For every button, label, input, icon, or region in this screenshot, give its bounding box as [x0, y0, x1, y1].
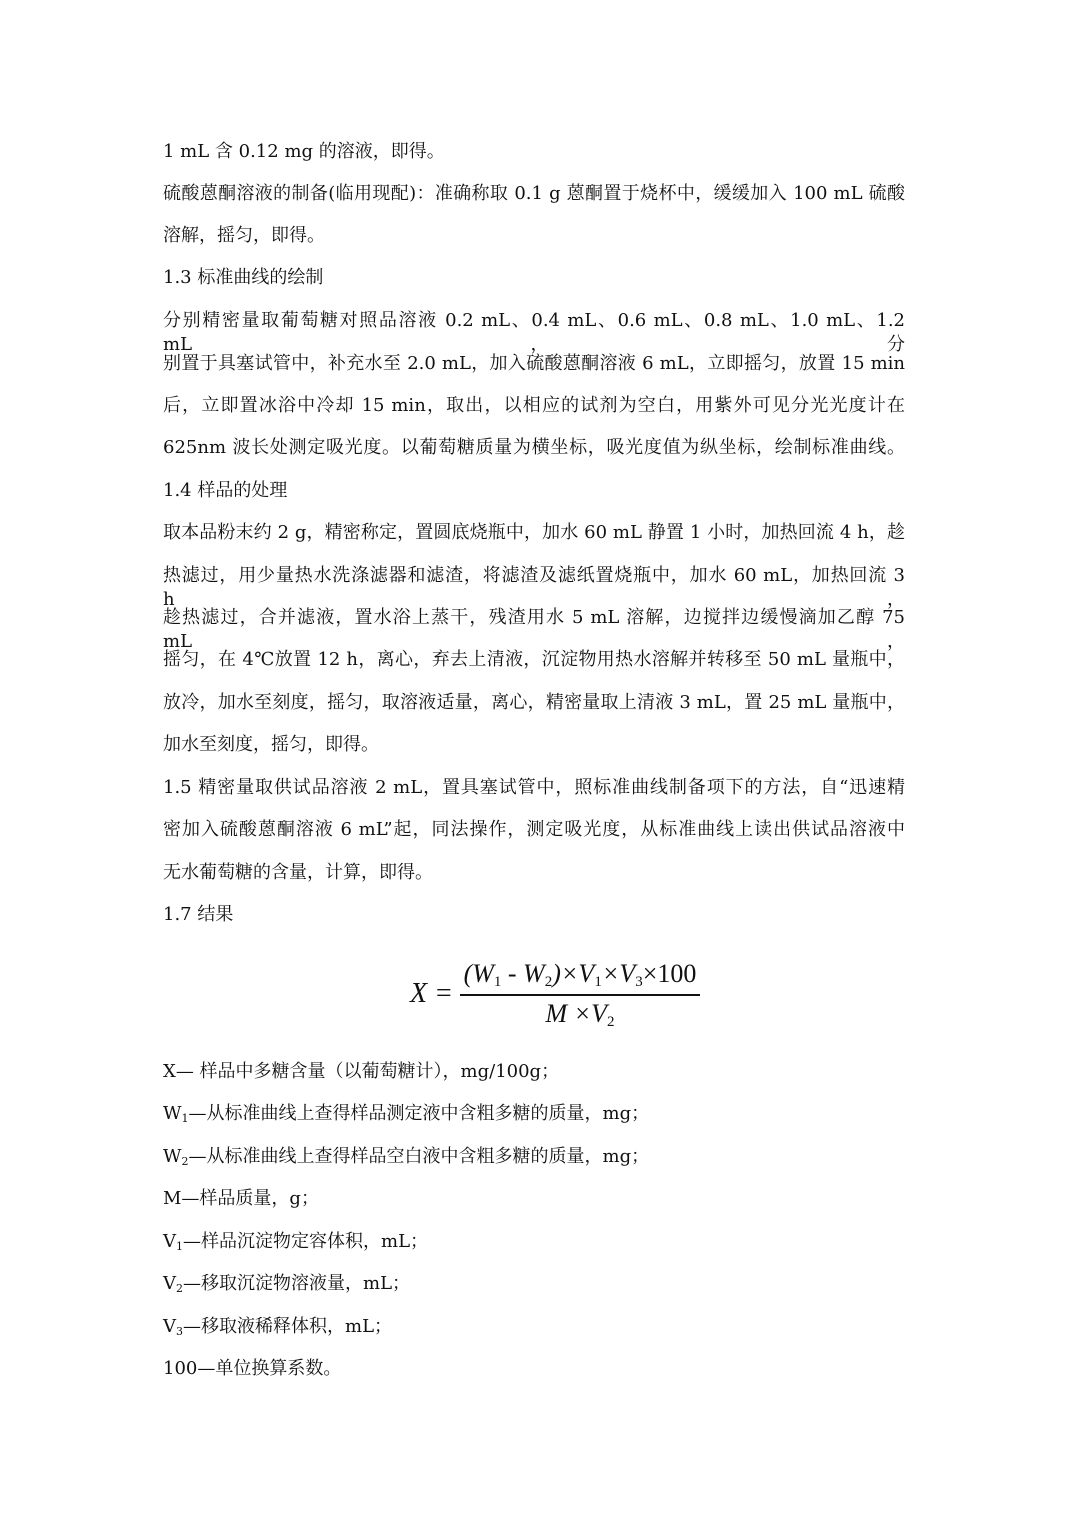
section-heading-1-3: 1.3 标准曲线的绘制: [163, 267, 324, 288]
definition-x: X— 样品中多糖含量（以葡萄糖计），mg/100g；: [163, 1061, 560, 1082]
formula-denominator: $M \times V_2$: [545, 999, 615, 1030]
section-heading-1-7: 1.7 结果: [163, 904, 234, 925]
paragraph-line: 热滤过，用少量热水洗涤滤器和滤渣，将滤渣及滤纸置烧瓶中，加水 60 mL，加热回流 3 h，: [163, 565, 905, 610]
formula-fraction-bar: [460, 994, 700, 996]
paragraph-line: 1 mL 含 0.12 mg 的溶液，即得。: [163, 141, 445, 162]
paragraph-line: 后，立即置冰浴中冷却 15 min，取出，以相应的试剂为空白，用紫外可见分光光度计在: [163, 395, 905, 416]
definition-v3: $V_3—$移取液稀释体积，mL；: [163, 1316, 393, 1338]
calculation-formula: [410, 958, 710, 1038]
paragraph-line: 硫酸蒽酮溶液的制备(临用现配)：准确称取 0.1 g 蒽酮置于烧杯中，缓缓加入 100 mL 硫酸: [163, 183, 905, 204]
definition-w1: $W_1—$从标准曲线上查得样品测定液中含粗多糖的质量，mg；: [163, 1103, 650, 1125]
paragraph-line: 分别精密量取葡萄糖对照品溶液 0.2 mL、0.4 mL、0.6 mL、0.8 mL、1.0 mL、1.2 mL，分: [163, 310, 905, 355]
definition-w2: $W_2—$从标准曲线上查得样品空白液中含粗多糖的质量，mg；: [163, 1146, 650, 1168]
definition-100: 100—单位换算系数。: [163, 1358, 342, 1379]
paragraph-line: 趁热滤过，合并滤液，置水浴上蒸干，残渣用水 5 mL 溶解，边搅拌边缓慢滴加乙醇 75 mL，: [163, 607, 905, 652]
paragraph-line: 无水葡萄糖的含量，计算，即得。: [163, 862, 433, 883]
paragraph-line: 放冷，加水至刻度，摇匀，取溶液适量，离心，精密量取上清液 3 mL，置 25 mL 量瓶中，: [163, 692, 905, 713]
paragraph-line: 625nm 波长处测定吸光度。以葡萄糖质量为横坐标，吸光度值为纵坐标，绘制标准曲线。: [163, 437, 905, 458]
paragraph-line: 溶解，摇匀，即得。: [163, 225, 325, 246]
paragraph-line: 取本品粉末约 2 g，精密称定，置圆底烧瓶中，加水 60 mL 静置 1 小时，加热回流 4 h，趁: [163, 522, 905, 543]
section-heading-1-4: 1.4 样品的处理: [163, 480, 288, 501]
definition-v1: $V_1—$样品沉淀物定容体积，mL；: [163, 1231, 429, 1253]
paragraph-line: 摇匀，在 4℃放置 12 h，离心，弃去上清液，沉淀物用热水溶解并转移至 50 mL 量瓶中，: [163, 649, 905, 670]
formula-numerator: $(W_1 - W_2)\times V_1\times V_3\times 100$: [463, 959, 697, 990]
formula-lhs: X =: [410, 978, 453, 1009]
definition-m: M—样品质量，g；: [163, 1188, 319, 1209]
paragraph-line: 加水至刻度，摇匀，即得。: [163, 734, 379, 755]
paragraph-line: 密加入硫酸蒽酮溶液 6 mL”起，同法操作，测定吸光度，从标准曲线上读出供试品溶液中: [163, 819, 905, 840]
paragraph-line: 别置于具塞试管中，补充水至 2.0 mL，加入硫酸蒽酮溶液 6 mL，立即摇匀，放置 15 min: [163, 353, 905, 374]
definition-v2: $V_2—$移取沉淀物溶液量，mL；: [163, 1273, 411, 1295]
paragraph-line: 1.5 精密量取供试品溶液 2 mL，置具塞试管中，照标准曲线制备项下的方法，自“迅速精: [163, 777, 905, 798]
